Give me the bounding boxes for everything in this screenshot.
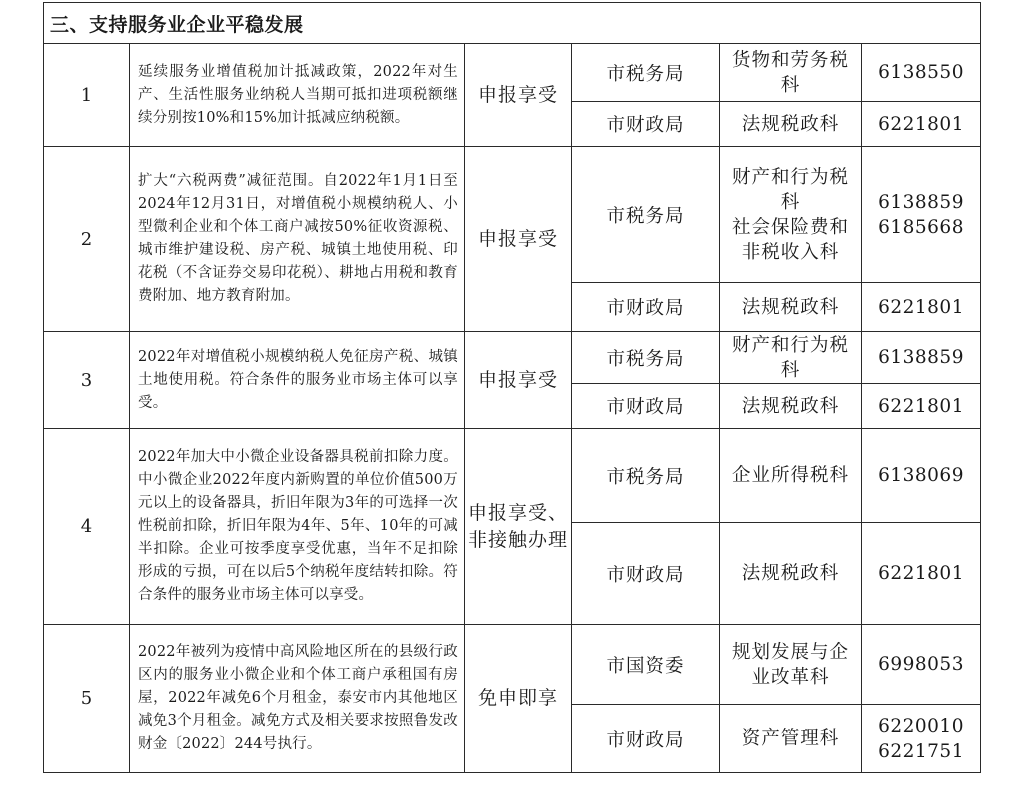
phone: 6998053 — [862, 625, 981, 705]
section-office: 法规税政科 — [720, 523, 862, 625]
section-office: 规划发展与企业改革科 — [720, 625, 862, 705]
department: 市国资委 — [572, 625, 720, 705]
phone: 6221801 — [862, 384, 981, 429]
apply-mode: 申报享受 — [465, 44, 572, 147]
phone: 6221801 — [862, 283, 981, 332]
department: 市财政局 — [572, 705, 720, 773]
section-office: 货物和劳务税科 — [720, 44, 862, 102]
phone: 6221801 — [862, 102, 981, 147]
phone — [862, 705, 981, 773]
phone-line: 6221751 — [878, 740, 964, 762]
department: 市税务局 — [572, 147, 720, 283]
table-row — [44, 44, 981, 102]
department: 市税务局 — [572, 44, 720, 102]
section-office — [720, 147, 862, 283]
section-office: 资产管理科 — [720, 705, 862, 773]
section-office-line: 财产和行为税科 — [731, 166, 849, 213]
row-number: 5 — [44, 625, 130, 773]
department: 市财政局 — [572, 384, 720, 429]
table-row — [44, 625, 981, 705]
department: 市财政局 — [572, 523, 720, 625]
phone: 6138859 — [862, 332, 981, 384]
section-title: 三、支持服务业企业平稳发展 — [44, 3, 981, 44]
row-number: 1 — [44, 44, 130, 147]
section-office-line: 社会保险费和非税收入科 — [731, 216, 849, 263]
apply-mode: 申报享受、非接触办理 — [465, 429, 572, 625]
policy-description: 2022年加大中小微企业设备器具税前扣除力度。中小微企业2022年度内新购置的单位价值500万元以上的设备器具，折旧年限为3年的可选择一次性税前扣除，折旧年限为4年、5年、10年的可减半扣除。企业可按季度享受优惠，当年不足扣除形成的亏损，可在以后5个纳税年度结转扣除。符合条件的服务业市场主体可以享受。 — [130, 429, 465, 625]
section-office: 法规税政科 — [720, 283, 862, 332]
section-office: 法规税政科 — [720, 384, 862, 429]
policy-description: 2022年对增值税小规模纳税人免征房产税、城镇土地使用税。符合条件的服务业市场主体可以享受。 — [130, 332, 465, 429]
row-number: 4 — [44, 429, 130, 625]
department: 市税务局 — [572, 429, 720, 523]
section-office: 财产和行为税科 — [720, 332, 862, 384]
phone: 6138550 — [862, 44, 981, 102]
policy-table — [43, 2, 981, 773]
section-office: 企业所得税科 — [720, 429, 862, 523]
section-title-row — [44, 3, 981, 44]
department: 市税务局 — [572, 332, 720, 384]
policy-description: 2022年被列为疫情中高风险地区所在的县级行政区内的服务业小微企业和个体工商户承租国有房屋，2022年减免6个月租金，泰安市内其他地区减免3个月租金。减免方式及相关要求按照鲁发改财金〔2022〕244号执行。 — [130, 625, 465, 773]
phone — [862, 147, 981, 283]
department: 市财政局 — [572, 283, 720, 332]
row-number: 3 — [44, 332, 130, 429]
table-row — [44, 147, 981, 283]
table-row — [44, 429, 981, 523]
apply-mode: 申报享受 — [465, 147, 572, 332]
phone-line: 6220010 — [878, 715, 964, 737]
apply-mode: 免申即享 — [465, 625, 572, 773]
row-number: 2 — [44, 147, 130, 332]
phone: 6221801 — [862, 523, 981, 625]
policy-description: 延续服务业增值税加计抵减政策，2022年对生产、生活性服务业纳税人当期可抵扣进项税额继续分别按10%和15%加计抵减应纳税额。 — [130, 44, 465, 147]
phone: 6138069 — [862, 429, 981, 523]
phone-line: 6185668 — [878, 216, 964, 238]
apply-mode: 申报享受 — [465, 332, 572, 429]
section-office: 法规税政科 — [720, 102, 862, 147]
department: 市财政局 — [572, 102, 720, 147]
table-row — [44, 332, 981, 384]
policy-description: 扩大“六税两费”减征范围。自2022年1月1日至2024年12月31日，对增值税小规模纳税人、小型微利企业和个体工商户减按50%征收资源税、城市维护建设税、房产税、城镇土地使用税、印花税（不含证券交易印花税）、耕地占用税和教育费附加、地方教育附加。 — [130, 147, 465, 332]
phone-line: 6138859 — [878, 191, 964, 213]
